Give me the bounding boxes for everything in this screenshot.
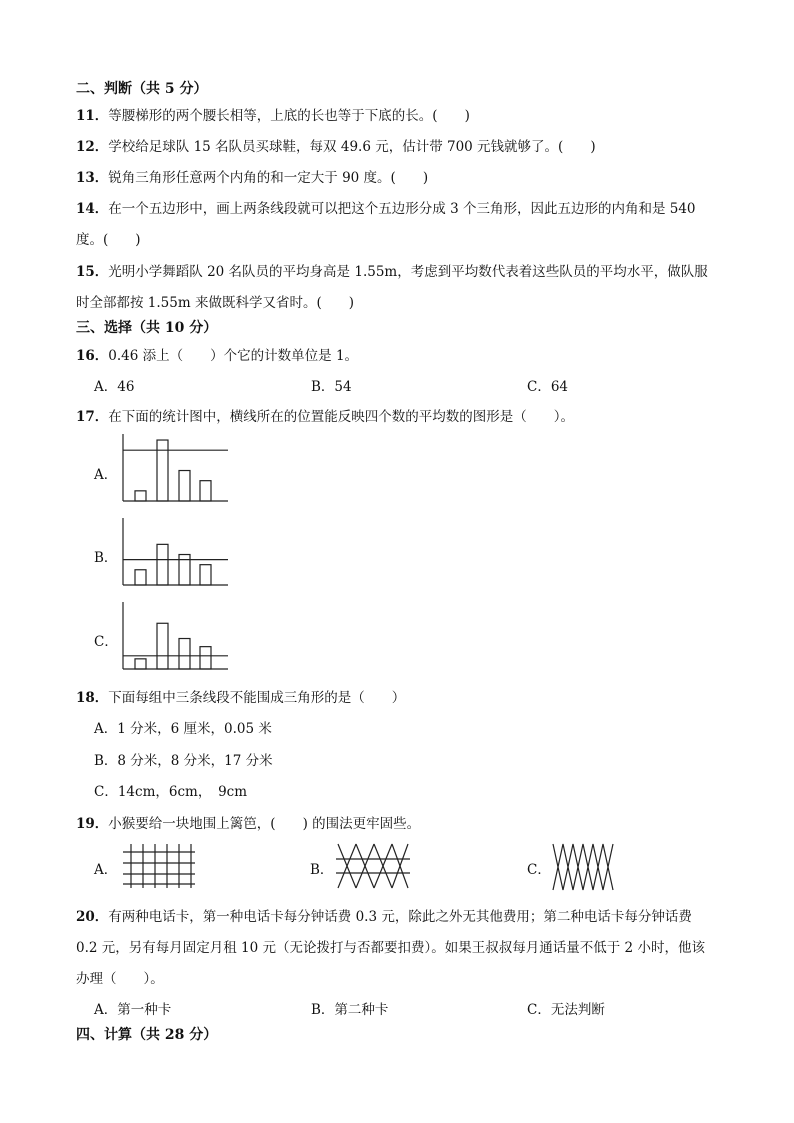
question-text: 锐角三角形任意两个内角的和一定大于 90 度。( ) [108, 170, 429, 186]
question-text: 在一个五边形中，画上两条线段就可以把这个五边形分成 3 个三角形，因此五边形的内角和是 540 [108, 201, 696, 217]
fence-cross-lines-icon [334, 842, 410, 890]
question-text: 学校给足球队 15 名队员买球鞋，每双 49.6 元，估计带 700 元钱就够了。( ) [108, 139, 596, 155]
q17-chart-b [118, 518, 230, 588]
q18-option-c: C．14cm，6cm， 9cm [94, 784, 248, 800]
q17-label-b: B． [94, 550, 118, 566]
q20-option-a: A．第一种卡 [94, 1002, 172, 1018]
section-calc-title: 四、计算（共 28 分） [76, 1027, 218, 1043]
fence-zigzag-icon [551, 842, 617, 892]
q18-option-a: A．1 分米，6 厘米，0.05 米 [94, 721, 272, 737]
question-11 [76, 104, 470, 124]
bar [179, 471, 190, 501]
question-number: 16． [76, 348, 109, 364]
question-number: 17． [76, 409, 109, 425]
question-20 [76, 905, 692, 925]
bar [157, 623, 168, 669]
question-number: 18． [76, 690, 109, 706]
question-14 [76, 197, 696, 217]
bar [157, 440, 168, 501]
question-number: 11． [76, 108, 109, 124]
question-number: 19． [76, 816, 109, 832]
q19-label-c: C． [527, 862, 551, 878]
q16-option-b: B．54 [311, 379, 352, 395]
bar [157, 544, 168, 585]
question-20-cont-1: 0.2 元，另有每月固定月租 10 元（无论拨打与否都要扣费）。如果王叔叔每月通话量不低于 2 小时，他该 [76, 940, 705, 956]
question-17 [76, 405, 574, 425]
q19-label-b: B． [310, 862, 334, 878]
bar [200, 565, 211, 585]
question-number: 12． [76, 139, 109, 155]
q20-option-b: B．第二种卡 [311, 1002, 389, 1018]
bar [200, 481, 211, 501]
q18-option-b: B．8 分米，8 分米，17 分米 [94, 753, 273, 769]
q19-label-a: A． [94, 862, 118, 878]
fence-grid-icon [121, 842, 197, 890]
question-number: 20． [76, 909, 109, 925]
question-15-cont: 时全部都按 1.55m 来做既科学又省时。( ) [76, 295, 354, 311]
question-12 [76, 135, 596, 155]
question-text: 在下面的统计图中，横线所在的位置能反映四个数的平均数的图形是（ ）。 [108, 409, 575, 425]
q17-label-c: C． [94, 634, 118, 650]
bar [135, 659, 146, 669]
question-16 [76, 344, 358, 364]
question-text: 有两种电话卡，第一种电话卡每分钟话费 0.3 元，除此之外无其他费用；第二种电话卡每分钟话费 [108, 909, 692, 925]
section-choice-title: 三、选择（共 10 分） [76, 320, 218, 336]
q16-option-a: A．46 [94, 379, 135, 395]
question-number: 15． [76, 264, 109, 280]
question-text: 光明小学舞蹈队 20 名队员的平均身高是 1.55m，考虑到平均数代表着这些队员的平均水平，做队服 [108, 264, 708, 280]
question-text: 0.46 添上（ ）个它的计数单位是 1。 [108, 348, 359, 364]
question-text: 等腰梯形的两个腰长相等，上底的长也等于下底的长。( ) [108, 108, 470, 124]
question-15 [76, 260, 708, 280]
question-number: 14． [76, 201, 109, 217]
question-20-cont-2: 办理（ ）。 [76, 971, 164, 987]
question-number: 13． [76, 170, 109, 186]
q20-option-c: C．无法判断 [527, 1002, 605, 1018]
bar [200, 647, 211, 669]
q17-chart-c [118, 602, 230, 672]
q17-chart-a [118, 434, 230, 504]
question-19 [76, 812, 420, 832]
question-18 [76, 686, 405, 706]
q17-label-a: A． [94, 467, 118, 483]
question-text: 小猴要给一块地围上篱笆，( ) 的围法更牢固些。 [108, 816, 421, 832]
question-14-cont: 度。( ) [76, 232, 141, 248]
question-text: 下面每组中三条线段不能围成三角形的是（ ） [108, 690, 406, 706]
bar [179, 639, 190, 669]
q16-option-c: C．64 [527, 379, 569, 395]
bar [135, 491, 146, 501]
bar [135, 570, 146, 585]
section-judge-title: 二、判断（共 5 分） [76, 81, 208, 97]
question-13 [76, 166, 428, 186]
